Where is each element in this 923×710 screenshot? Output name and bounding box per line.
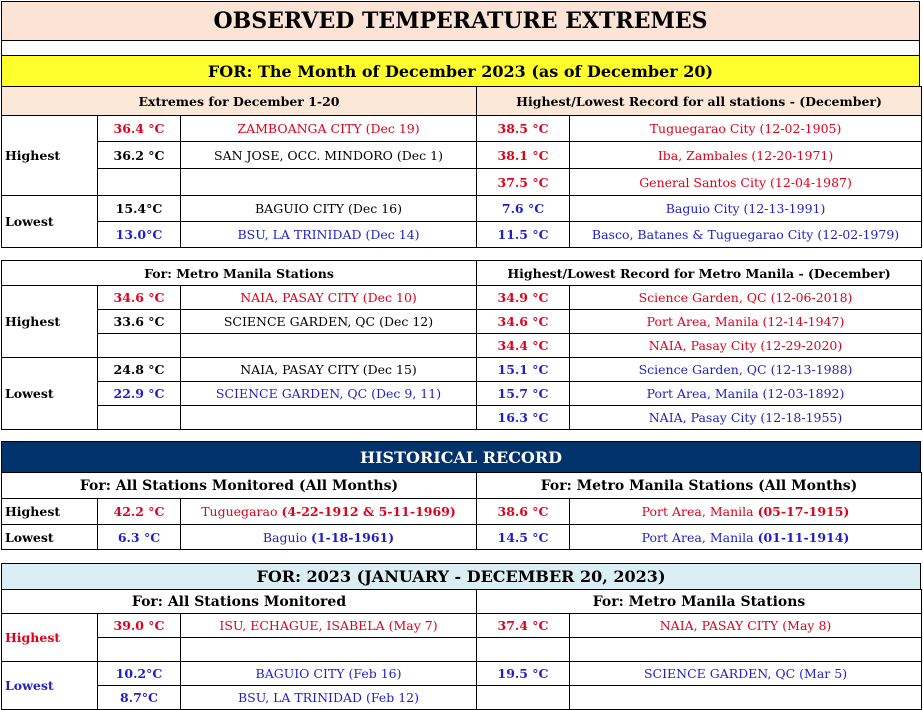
temp-value: 22.9 °C xyxy=(98,382,181,406)
spacer-row xyxy=(1,40,920,56)
station-name xyxy=(181,638,477,662)
temp-value xyxy=(98,334,181,358)
temp-value: 33.6 °C xyxy=(98,310,181,334)
temp-value: 34.9 °C xyxy=(477,286,570,310)
temp-value: 37.5 °C xyxy=(477,169,570,196)
s4-lowest-label: Lowest xyxy=(2,662,98,710)
s3-right-header: For: Metro Manila Stations (All Months) xyxy=(477,473,922,499)
temp-value: 38.6 °C xyxy=(477,499,570,525)
station-name: Science Garden, QC (12-06-2018) xyxy=(570,286,922,310)
report-title: OBSERVED TEMPERATURE EXTREMES xyxy=(1,1,920,41)
station-name xyxy=(570,686,922,710)
station-name: SAN JOSE, OCC. MINDORO (Dec 1) xyxy=(181,142,477,169)
station-label: Port Area, Manila xyxy=(641,529,758,545)
station-name: BAGUIO CITY (Feb 16) xyxy=(181,662,477,686)
s4-right-header: For: Metro Manila Stations xyxy=(477,590,922,614)
record-date: (1-18-1961) xyxy=(311,529,395,545)
station-name: ZAMBOANGA CITY (Dec 19) xyxy=(181,116,477,142)
temp-value: 38.5 °C xyxy=(477,116,570,142)
station-label: Baguio xyxy=(262,529,312,545)
temp-value: 15.1 °C xyxy=(477,358,570,382)
temp-value: 42.2 °C xyxy=(98,499,181,525)
temp-value xyxy=(98,638,181,662)
station-name: ISU, ECHAGUE, ISABELA (May 7) xyxy=(181,614,477,638)
s1-highest-label: Highest xyxy=(2,116,98,196)
s2-right-header: Highest/Lowest Record for Metro Manila - (December) xyxy=(477,261,922,286)
station-name: SCIENCE GARDEN, QC (Dec 9, 11) xyxy=(181,382,477,406)
temp-value: 36.4 °C xyxy=(98,116,181,142)
temp-value: 8.7°C xyxy=(98,686,181,710)
station-name xyxy=(570,499,922,525)
s4-left-header: For: All Stations Monitored xyxy=(2,590,477,614)
station-name: Science Garden, QC (12-13-1988) xyxy=(570,358,922,382)
station-name: General Santos City (12-04-1987) xyxy=(570,169,922,196)
december-metro-manila-table xyxy=(1,260,922,430)
station-name: NAIA, PASAY CITY (Dec 10) xyxy=(181,286,477,310)
station-name: Basco, Batanes & Tuguegarao City (12-02-1979) xyxy=(570,222,922,248)
station-name xyxy=(181,334,477,358)
s1-left-header: Extremes for December 1-20 xyxy=(2,87,477,116)
s2-lowest-label: Lowest xyxy=(2,358,98,430)
station-name: NAIA, PASAY CITY (Dec 15) xyxy=(181,358,477,382)
temp-value: 24.8 °C xyxy=(98,358,181,382)
station-name: Tuguegarao City (12-02-1905) xyxy=(570,116,922,142)
temp-value xyxy=(477,686,570,710)
station-name: Iba, Zambales (12-20-1971) xyxy=(570,142,922,169)
temp-value: 11.5 °C xyxy=(477,222,570,248)
temp-value: 37.4 °C xyxy=(477,614,570,638)
temp-value xyxy=(98,169,181,196)
s1-right-header: Highest/Lowest Record for all stations - (December) xyxy=(477,87,922,116)
station-name: Port Area, Manila (12-14-1947) xyxy=(570,310,922,334)
station-name xyxy=(181,499,477,525)
s3-lowest-label: Lowest xyxy=(2,525,98,550)
record-date: (05-17-1915) xyxy=(757,504,850,519)
temp-value: 15.4°C xyxy=(98,196,181,222)
station-name: NAIA, Pasay City (12-29-2020) xyxy=(570,334,922,358)
station-name xyxy=(181,406,477,430)
station-name xyxy=(181,169,477,196)
temp-value: 10.2°C xyxy=(98,662,181,686)
temp-value xyxy=(98,406,181,430)
temp-value: 14.5 °C xyxy=(477,525,570,550)
historical-record-header: HISTORICAL RECORD xyxy=(1,441,921,473)
station-name: Port Area, Manila (12-03-1892) xyxy=(570,382,922,406)
temp-value: 38.1 °C xyxy=(477,142,570,169)
station-label: Tuguegarao xyxy=(201,504,282,519)
temp-value xyxy=(477,638,570,662)
temp-value: 36.2 °C xyxy=(98,142,181,169)
s3-left-header: For: All Stations Monitored (All Months) xyxy=(2,473,477,499)
temp-value: 19.5 °C xyxy=(477,662,570,686)
s2-left-header: For: Metro Manila Stations xyxy=(2,261,477,286)
station-name xyxy=(181,525,477,550)
station-name xyxy=(570,638,922,662)
station-label: Port Area, Manila xyxy=(641,504,758,519)
temp-value: 16.3 °C xyxy=(477,406,570,430)
temp-value: 39.0 °C xyxy=(98,614,181,638)
station-name: NAIA, PASAY CITY (May 8) xyxy=(570,614,922,638)
station-name: Baguio City (12-13-1991) xyxy=(570,196,922,222)
december-all-stations-table xyxy=(1,86,922,248)
station-name: BSU, LA TRINIDAD (Dec 14) xyxy=(181,222,477,248)
station-name: SCIENCE GARDEN, QC (Dec 12) xyxy=(181,310,477,334)
station-name: BAGUIO CITY (Dec 16) xyxy=(181,196,477,222)
record-date: (01-11-1914) xyxy=(757,529,850,545)
temp-value: 34.6 °C xyxy=(477,310,570,334)
year-2023-table xyxy=(1,589,922,710)
temp-value: 7.6 °C xyxy=(477,196,570,222)
temp-value: 34.6 °C xyxy=(98,286,181,310)
temp-value: 13.0°C xyxy=(98,222,181,248)
s1-lowest-label: Lowest xyxy=(2,196,98,248)
s2-highest-label: Highest xyxy=(2,286,98,358)
historical-record-table xyxy=(1,472,922,550)
year-2023-header: FOR: 2023 (JANUARY - DECEMBER 20, 2023) xyxy=(1,563,921,590)
record-date: (4-22-1912 & 5-11-1969) xyxy=(281,504,456,519)
station-name: SCIENCE GARDEN, QC (Mar 5) xyxy=(570,662,922,686)
temp-value: 15.7 °C xyxy=(477,382,570,406)
station-name: NAIA, Pasay City (12-18-1955) xyxy=(570,406,922,430)
temp-value: 6.3 °C xyxy=(98,525,181,550)
station-name xyxy=(570,525,922,550)
station-name: BSU, LA TRINIDAD (Feb 12) xyxy=(181,686,477,710)
s4-highest-label: Highest xyxy=(2,614,98,662)
s3-highest-label: Highest xyxy=(2,499,98,525)
temp-value: 34.4 °C xyxy=(477,334,570,358)
month-subtitle: FOR: The Month of December 2023 (as of December 20) xyxy=(1,55,920,87)
